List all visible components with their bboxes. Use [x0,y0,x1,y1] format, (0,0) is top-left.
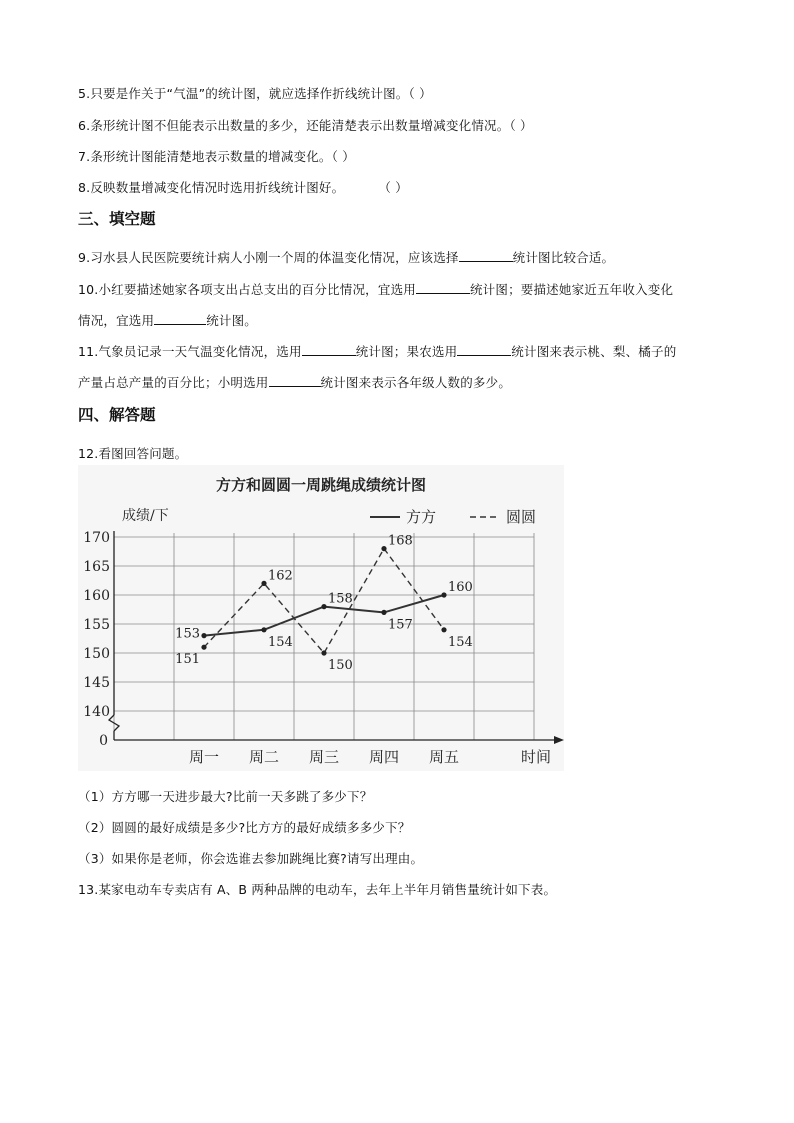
chart-title: 方方和圆圆一周跳绳成绩统计图 [215,476,427,494]
question-10-text-a: 10.小红要描述她家各项支出占总支出的百分比情况，宜选用 [78,282,416,297]
line-chart [78,465,564,771]
question-11-text-e: 统计图来表示各年级人数的多少。 [320,375,512,390]
data-label: 153 [175,626,200,642]
chart-series [201,546,446,656]
y-tick-label: 170 [83,530,110,546]
x-tick-label: 周二 [248,748,280,766]
question-13-intro: 13.某家电动车专卖店有 A、B 两种品牌的电动车，去年上半年月销售量统计如下表。 [78,882,557,897]
answer-paren: （ ） [509,118,533,133]
question-11-text-a: 11.气象员记录一天气温变化情况，选用 [78,344,302,359]
answer-blank[interactable] [302,343,356,356]
question-12-sub-2: （2）圆圆的最好成绩是多少?比方方的最好成绩多多少下？ [78,820,411,835]
answer-blank[interactable] [459,249,513,262]
data-point [201,633,206,638]
question-11-text-c: 统计图来表示桃、梨、橘子的 [511,344,677,359]
y-tick-label: 150 [83,646,110,662]
y-tick-label: 160 [83,588,110,604]
question-6-text: 6.条形统计图不但能表示出数量的多少，还能清楚表示出数量增减变化情况。 [78,118,510,133]
data-point [201,645,206,650]
data-point [321,650,326,655]
question-5-text: 5.只要是作关于“气温”的统计图，就应选择作折线统计图。 [78,86,409,101]
y-axis-label: 成绩/下 [122,508,169,524]
question-9-text-b: 统计图比较合适。 [512,250,615,265]
data-point [261,627,266,632]
data-label: 154 [268,634,293,650]
data-point [321,604,326,609]
data-point [381,546,386,551]
answer-blank[interactable] [457,343,511,356]
data-point [261,581,266,586]
x-tick-label: 周五 [428,748,460,766]
question-11-line-2 [78,373,511,391]
question-12-sub-1: （1）方方哪一天进步最大?比前一天多跳了多少下？ [78,789,373,804]
answer-blank[interactable] [269,374,321,387]
answer-paren: （ ） [408,86,432,101]
question-10-line-2 [78,311,257,329]
x-tick-label: 周一 [188,748,220,766]
question-12-sub-3: （3）如果你是老师，你会选谁去参加跳绳比赛?请写出理由。 [78,851,424,866]
x-tick-label: 周三 [308,748,340,766]
y-tick-label: 145 [83,675,110,691]
data-point [381,610,386,615]
y-tick-label: 155 [83,617,110,633]
data-label: 162 [268,568,293,584]
data-label: 160 [448,580,473,595]
question-9 [78,248,614,266]
question-7 [78,147,355,165]
section-title-answer: 四、解答题 [78,406,156,424]
question-8 [78,178,408,196]
legend-label: 方方 [406,508,437,526]
answer-paren: （ ） [331,149,355,164]
question-5 [78,84,432,102]
question-11-text-b: 统计图；果农选用 [355,344,458,359]
data-label: 154 [448,634,473,650]
x-axis-label: 时间 [520,748,552,766]
y-tick-label: 140 [83,704,110,720]
legend-label: 圆圆 [506,508,537,526]
question-11-line-1 [78,342,676,360]
question-10-text-d: 统计图。 [206,313,258,328]
y-tick-label: 0 [99,733,108,749]
data-label: 157 [388,617,413,633]
data-label: 158 [328,591,353,607]
data-label: 168 [388,533,413,549]
question-10-text-b: 统计图；要描述她家近五年收入变化 [469,282,674,297]
data-point [441,592,446,597]
question-8-text: 8.反映数量增减变化情况时选用折线统计图好。 [78,180,345,195]
question-12-intro: 12.看图回答问题。 [78,446,188,461]
answer-blank[interactable] [416,281,470,294]
y-tick-label: 165 [83,559,110,575]
data-label: 151 [175,652,200,668]
line-chart-svg [78,465,564,771]
question-7-text: 7.条形统计图能清楚地表示数量的增减变化。 [78,149,332,164]
question-11-text-d: 产量占总产量的百分比；小明选用 [78,375,269,390]
question-6 [78,116,533,134]
series-line-圆圆 [204,549,444,653]
answer-paren: （ ） [378,180,408,195]
answer-blank[interactable] [154,312,206,325]
x-axis-arrow [554,736,564,744]
question-10-line-1 [78,280,673,298]
question-9-text-a: 9.习水县人民医院要统计病人小刚一个周的体温变化情况，应该选择 [78,250,459,265]
data-label: 150 [328,658,353,673]
data-point [441,627,446,632]
chart-legend [370,508,536,526]
section-title-fill-in: 三、填空题 [78,210,156,228]
x-tick-label: 周四 [368,748,400,766]
question-10-text-c: 情况，宜选用 [78,313,155,328]
